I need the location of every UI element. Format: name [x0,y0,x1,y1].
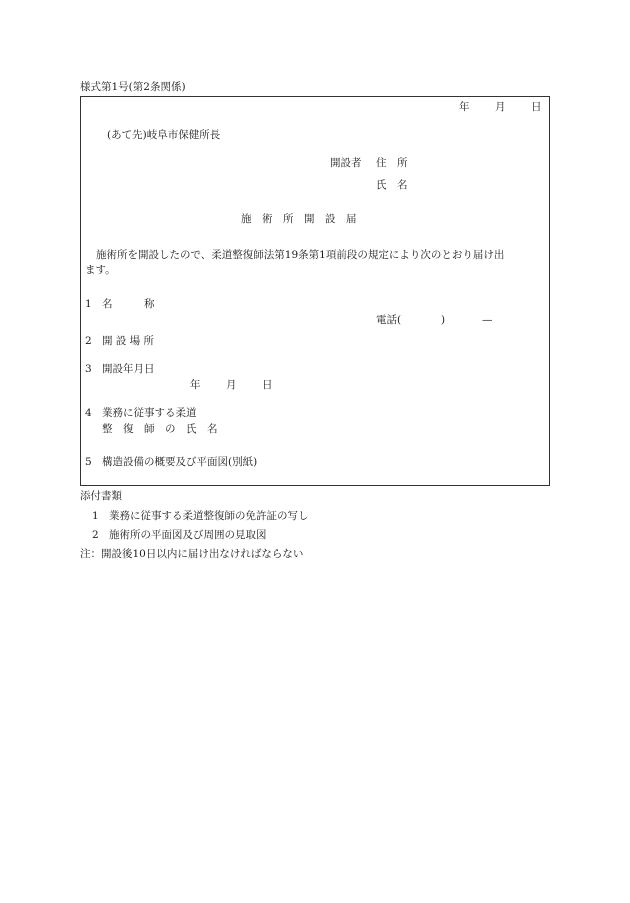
applicant-address-label: 住 所 [376,157,408,169]
addressee: (あて先)岐阜市保健所長 [107,129,221,141]
body-line-1: 施術所を開設したので、柔道整復師法第19条第1項前段の規定により次のとおり届け出 [96,249,505,261]
form-number: 様式第1号(第2条関係) [80,81,186,93]
applicant-label: 開設者 [330,157,362,169]
phone-close: ) [441,314,446,326]
item4-label-line2: 整 復 師 の 氏 名 [102,423,218,435]
item4-label-line1: 業務に従事する柔道 [102,407,197,419]
attachments-heading: 添付書類 [80,490,122,502]
item2-label: 開 設 場 所 [102,335,155,347]
item5-number: 5 [85,456,92,468]
date-day-label: 日 [531,101,542,113]
date-month-label: 月 [495,101,506,113]
body-line-2: ます。 [85,264,116,276]
attachment-2-text: 施術所の平面図及び周囲の見取図 [109,529,267,541]
item3-month: 月 [226,379,237,391]
item1-number: 1 [85,298,92,310]
attachment-2-number: 2 [92,529,99,541]
item5-label: 構造設備の概要及び平面図(別紙) [102,456,258,468]
item3-label: 開設年月日 [102,363,155,375]
item4-number: 4 [85,407,92,419]
attachment-1-text: 業務に従事する柔道整復師の免許証の写し [109,510,309,522]
attachment-1-number: 1 [92,510,99,522]
phone-dash: — [482,314,493,326]
item3-day: 日 [262,379,273,391]
applicant-name-label: 氏 名 [376,179,408,191]
item3-number: 3 [85,363,92,375]
document-title: 施 術 所 開 設 届 [241,213,357,225]
phone-label: 電話( [376,314,402,326]
date-year-label: 年 [459,101,470,113]
item1-label: 名 称 [102,298,155,310]
note: 注：開設後10日以内に届け出なければならない [80,548,304,560]
item3-year: 年 [190,379,201,391]
item2-number: 2 [85,335,92,347]
